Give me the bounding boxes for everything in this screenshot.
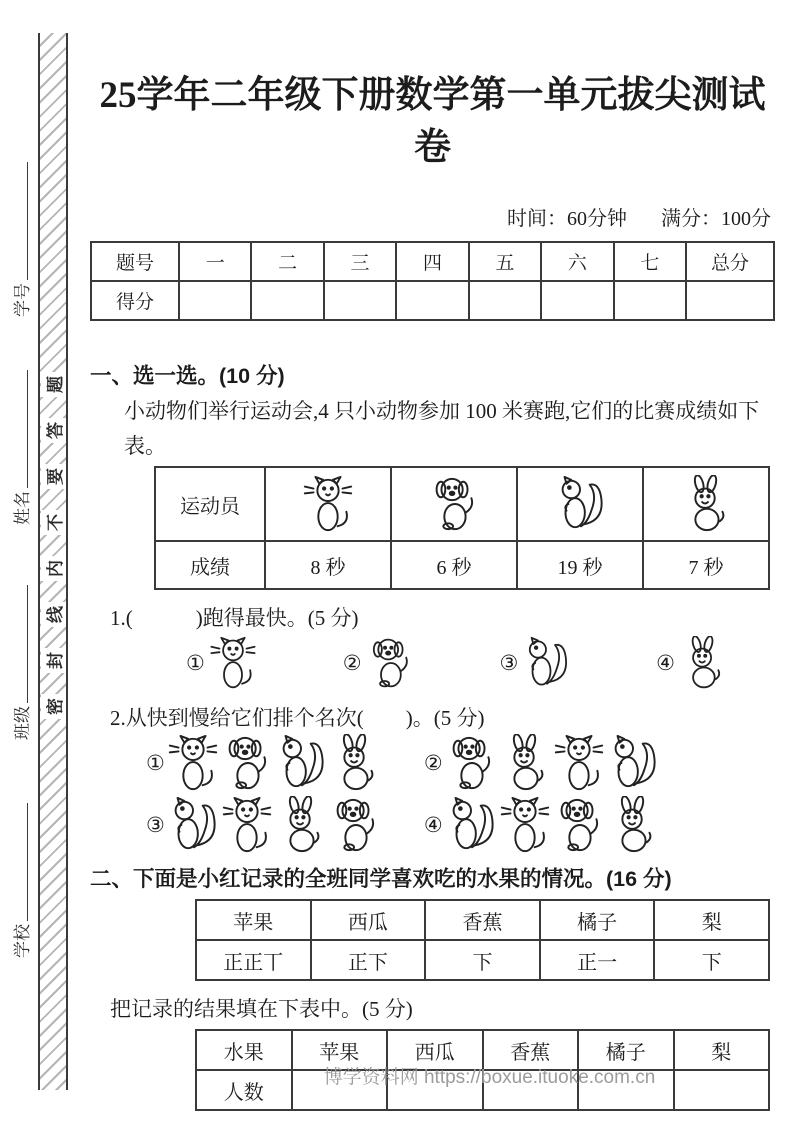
tally-cell: 下 — [425, 940, 540, 980]
score-header-cell: 题号 — [91, 242, 179, 281]
result-cell: 19 秒 — [517, 541, 643, 589]
q2-option-2 — [424, 734, 660, 792]
score-row — [91, 281, 774, 320]
section1-heading: 一、选一选。(10 分) — [90, 364, 285, 388]
seal-char: 内 — [41, 556, 66, 581]
paper-title: 25学年二年级下册数学第一单元拔尖测试卷 — [99, 75, 766, 168]
full-score: 满分：100分 — [661, 208, 771, 230]
student-id-label: 学号 — [12, 283, 32, 317]
tally-cell: 正正丅 — [196, 940, 311, 980]
count-row-label: 人数 — [196, 1070, 292, 1110]
q2-option-1 — [146, 734, 382, 792]
result-cell: 6 秒 — [391, 541, 517, 589]
score-header-cell: 四 — [396, 242, 468, 281]
question1-options — [90, 636, 775, 690]
main-content — [90, 0, 775, 1111]
cat-icon — [164, 734, 222, 792]
squirrel-icon — [519, 636, 573, 690]
school-blank — [12, 803, 28, 921]
option-number: ③ — [499, 650, 519, 675]
rabbit-icon — [272, 796, 330, 854]
cat-icon — [299, 475, 357, 533]
athlete-cell — [517, 467, 643, 541]
question2-options — [90, 734, 775, 854]
q1-option-4 — [656, 636, 730, 690]
rabbit-icon — [677, 475, 735, 533]
seal-char: 要 — [41, 464, 66, 489]
count-header-cell: 梨 — [674, 1030, 770, 1070]
score-summary-table — [90, 241, 775, 321]
time-limit: 时间：60分钟 — [507, 208, 627, 230]
score-blank-cell — [614, 281, 686, 320]
class-field — [7, 570, 33, 740]
fruit-header-cell: 橘子 — [540, 900, 655, 940]
score-header-cell: 五 — [469, 242, 541, 281]
student-name-field — [7, 355, 33, 525]
q1-option-3 — [499, 636, 573, 690]
race-results-table — [154, 466, 770, 590]
tally-cell: 下 — [654, 940, 769, 980]
score-header-cell: 一 — [179, 242, 251, 281]
q2-option-3 — [146, 796, 382, 854]
option-number: ② — [342, 650, 362, 675]
school-label: 学校 — [12, 924, 32, 958]
score-blank-cell — [396, 281, 468, 320]
count-header-cell: 水果 — [196, 1030, 292, 1070]
seal-char: 线 — [41, 602, 66, 627]
dog-icon — [442, 734, 500, 792]
student-id-field — [7, 147, 33, 317]
seal-char: 题 — [41, 372, 66, 397]
squirrel-icon — [551, 475, 609, 533]
squirrel-icon — [604, 734, 662, 792]
time-score-info — [90, 202, 775, 231]
count-header-cell: 香蕉 — [483, 1030, 579, 1070]
score-header-cell: 总分 — [686, 242, 774, 281]
student-name-blank — [12, 370, 28, 488]
score-blank-cell — [251, 281, 323, 320]
score-header-cell: 三 — [324, 242, 396, 281]
result-cell: 7 秒 — [643, 541, 769, 589]
count-header-cell: 橘子 — [578, 1030, 674, 1070]
rabbit-icon — [496, 734, 554, 792]
dog-icon — [550, 796, 608, 854]
option-number: ① — [186, 650, 205, 675]
tally-cell: 正一 — [540, 940, 655, 980]
section1-intro: 小动物们举行运动会,4 只小动物参加 100 米赛跑,它们的比赛成绩如下表。 — [124, 399, 760, 458]
seal-line-text — [40, 372, 66, 719]
fruit-header-cell: 苹果 — [196, 900, 311, 940]
question-number-row — [91, 242, 774, 281]
score-row-label: 得分 — [91, 281, 179, 320]
option-number: ④ — [656, 650, 675, 675]
results-row — [155, 541, 769, 589]
score-blank-cell — [324, 281, 396, 320]
rabbit-icon — [326, 734, 384, 792]
fruit-header-cell: 香蕉 — [425, 900, 540, 940]
rabbit-icon — [676, 636, 730, 690]
score-blank-cell — [179, 281, 251, 320]
class-label: 班级 — [12, 706, 32, 740]
dog-icon — [218, 734, 276, 792]
athlete-cell — [391, 467, 517, 541]
dog-icon — [326, 796, 384, 854]
seal-char: 密 — [41, 694, 66, 719]
question1-text: 1.( )跑得最快。(5 分) — [110, 606, 359, 630]
option-number: ① — [146, 750, 165, 775]
school-field — [7, 788, 33, 958]
tally-cell: 正下 — [311, 940, 426, 980]
squirrel-icon — [272, 734, 330, 792]
student-id-blank — [12, 162, 28, 280]
fruit-header-row — [196, 900, 769, 940]
seal-char: 不 — [41, 510, 66, 535]
score-blank-cell — [541, 281, 613, 320]
squirrel-icon — [442, 796, 500, 854]
score-header-cell: 二 — [251, 242, 323, 281]
class-blank — [12, 585, 28, 703]
results-label: 成绩 — [155, 541, 265, 589]
seal-char: 答 — [41, 418, 66, 443]
score-header-cell: 六 — [541, 242, 613, 281]
fruit-header-cell: 西瓜 — [311, 900, 426, 940]
score-blank-cell — [686, 281, 774, 320]
rabbit-icon — [604, 796, 662, 854]
cat-icon — [206, 636, 260, 690]
squirrel-icon — [164, 796, 222, 854]
option-number: ③ — [146, 812, 165, 837]
q1-option-1 — [186, 636, 260, 690]
section2-subtask-text: 把记录的结果填在下表中。(5 分) — [110, 997, 413, 1021]
athletes-row — [155, 467, 769, 541]
score-blank-cell — [469, 281, 541, 320]
cat-icon — [218, 796, 276, 854]
athlete-cell — [643, 467, 769, 541]
section2-heading: 二、下面是小红记录的全班同学喜欢吃的水果的情况。(16 分) — [90, 867, 672, 891]
fruit-tally-table — [195, 899, 770, 981]
option-number: ④ — [423, 812, 443, 837]
q1-option-2 — [343, 636, 417, 690]
cat-icon — [550, 734, 608, 792]
q2-option-4 — [424, 796, 660, 854]
fruit-header-cell: 梨 — [654, 900, 769, 940]
seal-char: 封 — [41, 648, 66, 673]
cat-icon — [496, 796, 554, 854]
option-number: ② — [423, 750, 443, 775]
watermark-footer: 博学资料网 https://boxue.ituoke.com.cn — [323, 1067, 656, 1088]
tally-row — [196, 940, 769, 980]
result-cell: 8 秒 — [265, 541, 391, 589]
count-header-cell: 西瓜 — [387, 1030, 483, 1070]
dog-icon — [363, 636, 417, 690]
question2-text: 2.从快到慢给它们排个名次( )。(5 分) — [110, 706, 485, 730]
athletes-label: 运动员 — [155, 467, 265, 541]
athlete-cell — [265, 467, 391, 541]
dog-icon — [425, 475, 483, 533]
student-name-label: 姓名 — [12, 491, 32, 525]
score-header-cell: 七 — [614, 242, 686, 281]
count-header-cell: 苹果 — [292, 1030, 388, 1070]
